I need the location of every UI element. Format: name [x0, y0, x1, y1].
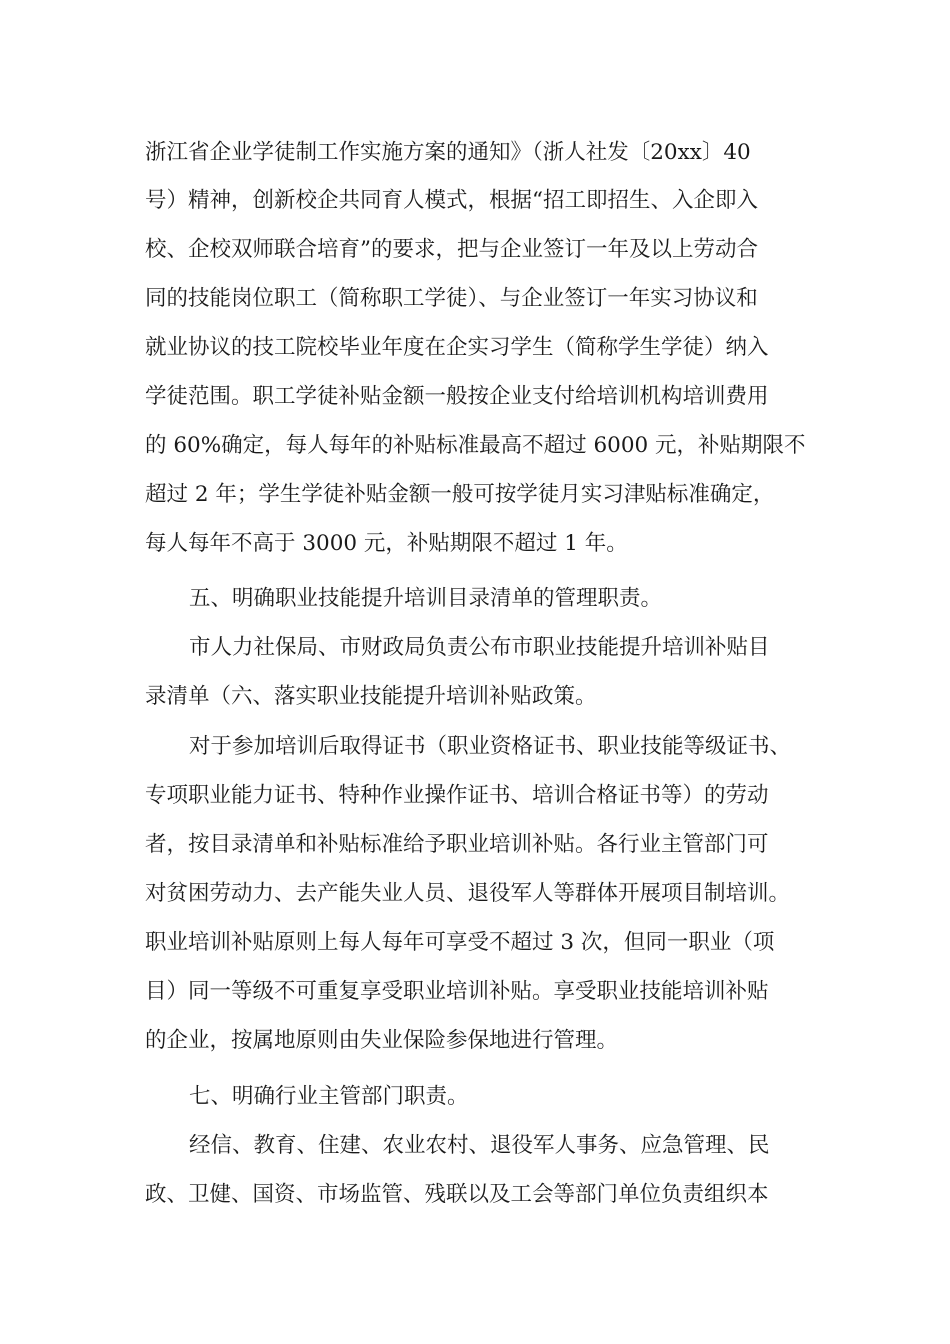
- text-line: 政、卫健、国资、市场监管、残联以及工会等部门单位负责组织本: [145, 1182, 769, 1207]
- text-line: 的 60%确定，每人每年的补贴标准最高不超过 6000 元，补贴期限不: [145, 433, 806, 458]
- text-line: 号）精神，创新校企共同育人模式，根据“招工即招生、入企即入: [145, 188, 758, 213]
- text-line: 学徒范围。职工学徒补贴金额一般按企业支付给培训机构培训费用: [145, 384, 769, 409]
- text-line: 者，按目录清单和补贴标准给予职业培训补贴。各行业主管部门可: [145, 832, 769, 857]
- text-line: 专项职业能力证书、特种作业操作证书、培训合格证书等）的劳动: [145, 783, 769, 808]
- text-line: 浙江省企业学徒制工作实施方案的通知》（浙人社发〔20xx〕40: [145, 140, 751, 165]
- text-line: 经信、教育、住建、农业农村、退役军人事务、应急管理、民: [189, 1133, 770, 1158]
- text-line: 目）同一等级不可重复享受职业培训补贴。享受职业技能培训补贴: [145, 979, 769, 1004]
- text-line: 每人每年不高于 3000 元，补贴期限不超过 1 年。: [145, 531, 628, 556]
- text-line: 校、企校双师联合培育”的要求，把与企业签订一年及以上劳动合: [145, 237, 758, 262]
- text-line: 市人力社保局、市财政局负责公布市职业技能提升培训补贴目: [189, 635, 770, 660]
- text-line: 对于参加培训后取得证书（职业资格证书、职业技能等级证书、: [189, 734, 792, 759]
- section-heading: 七、明确行业主管部门职责。: [189, 1084, 469, 1109]
- text-line: 的企业，按属地原则由失业保险参保地进行管理。: [145, 1028, 619, 1053]
- section-heading: 五、明确职业技能提升培训目录清单的管理职责。: [189, 586, 663, 611]
- text-line: 录清单（六、落实职业技能提升培训补贴政策。: [145, 684, 597, 709]
- text-line: 超过 2 年；学生学徒补贴金额一般可按学徒月实习津贴标准确定，: [145, 482, 775, 507]
- text-line: 职业培训补贴原则上每人每年可享受不超过 3 次，但同一职业（项: [145, 930, 775, 955]
- text-line: 对贫困劳动力、去产能失业人员、退役军人等群体开展项目制培训。: [145, 881, 791, 906]
- text-line: 就业协议的技工院校毕业年度在企实习学生（简称学生学徒）纳入: [145, 335, 769, 360]
- text-line: 同的技能岗位职工（简称职工学徒）、与企业签订一年实习协议和: [145, 286, 758, 311]
